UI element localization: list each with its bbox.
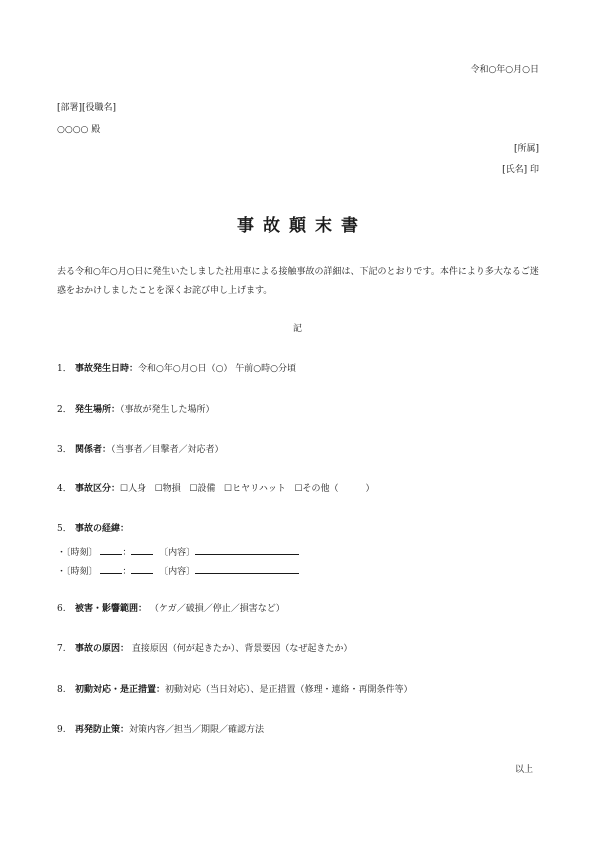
category-option-other[interactable]: ☐その他（ ） — [294, 484, 375, 494]
item-label: 被害・影響範囲： — [75, 604, 148, 614]
content-label: 〔内容〕 — [159, 548, 196, 558]
item-label: 再発防止策： — [75, 725, 130, 735]
item-number: 7. — [57, 644, 66, 654]
intro-paragraph: 去る令和○年○月○日に発生いたしました社用車による接触事故の詳細は、下記のとおりです。本件により多大なるご迷惑をおかけしましたことを深くお詫び申し上げます。 — [57, 267, 539, 296]
item-value: （当事者／目撃者／対応者） — [111, 445, 224, 455]
sequence-row — [57, 564, 299, 578]
item-damage — [57, 603, 285, 615]
document-title: 事故顛末書 — [237, 216, 367, 236]
content-blank[interactable] — [195, 545, 299, 555]
item-number: 2． — [57, 405, 72, 415]
recipient-name: ○○○○ 殿 — [57, 125, 101, 135]
item-number: 4． — [57, 484, 72, 494]
category-option-near-miss[interactable]: ☐ヒヤリハット — [224, 484, 286, 494]
sender-affiliation: [所属] — [513, 144, 539, 154]
item-location — [57, 404, 215, 416]
minute-blank[interactable] — [131, 545, 153, 555]
hour-blank[interactable] — [100, 564, 122, 574]
item-label: 事故の経緯： — [75, 524, 130, 534]
item-number: 1． — [57, 364, 72, 374]
time-colon: ： — [122, 548, 132, 558]
time-colon: ： — [122, 567, 132, 577]
item-value: 初動対応（当日対応）、是正措置（修理・連絡・再開条件等） — [165, 685, 413, 695]
closing-text: 以上 — [514, 765, 533, 775]
item-number: 5． — [57, 524, 72, 534]
item-label: 発生場所： — [75, 405, 121, 415]
document-date: 令和○年○月○日 — [470, 65, 539, 75]
time-label: ・〔時刻〕 — [57, 567, 98, 577]
item-value: 令和○年○月○日（○） 午前○時○分頃 — [138, 364, 296, 374]
item-value: （ケガ／破損／停止／損害など） — [149, 604, 285, 614]
recipient-dept-position: [部署][役職名] — [57, 103, 117, 113]
category-option-equipment[interactable]: ☐設備 — [189, 484, 216, 494]
item-label: 事故区分： — [75, 484, 121, 494]
item-cause — [57, 643, 352, 655]
sequence-row — [57, 545, 299, 559]
item-number: 9. — [57, 725, 66, 735]
minute-blank[interactable] — [131, 564, 153, 574]
category-option-injury[interactable]: ☐人身 — [120, 484, 147, 494]
item-label: 初動対応・是正措置： — [75, 685, 166, 695]
item-label: 事故の原因： — [75, 644, 130, 654]
content-blank[interactable] — [195, 564, 299, 574]
category-option-property[interactable]: ☐物損 — [154, 484, 181, 494]
item-category — [57, 483, 375, 495]
item-prevention — [57, 724, 264, 736]
item-sequence — [57, 523, 129, 535]
content-label: 〔内容〕 — [159, 567, 196, 577]
item-parties — [57, 444, 224, 456]
item-value: 対策内容／担当／期限／確認方法 — [129, 725, 265, 735]
item-initial-response — [57, 684, 413, 696]
item-number: 6. — [57, 604, 66, 614]
time-label: ・〔時刻〕 — [57, 548, 98, 558]
item-label: 事故発生日時： — [75, 364, 139, 374]
ki-heading: 記 — [292, 324, 302, 334]
item-value: （事故が発生した場所） — [120, 405, 215, 415]
item-value: 直接原因（何が起きたか）、背景要因（なぜ起きたか） — [131, 644, 353, 654]
item-label: 関係者： — [75, 445, 112, 455]
item-number: 8. — [57, 685, 66, 695]
item-datetime — [57, 363, 296, 375]
item-number: 3． — [57, 445, 72, 455]
hour-blank[interactable] — [100, 545, 122, 555]
sender-name-seal: [氏名] 印 — [502, 165, 539, 175]
